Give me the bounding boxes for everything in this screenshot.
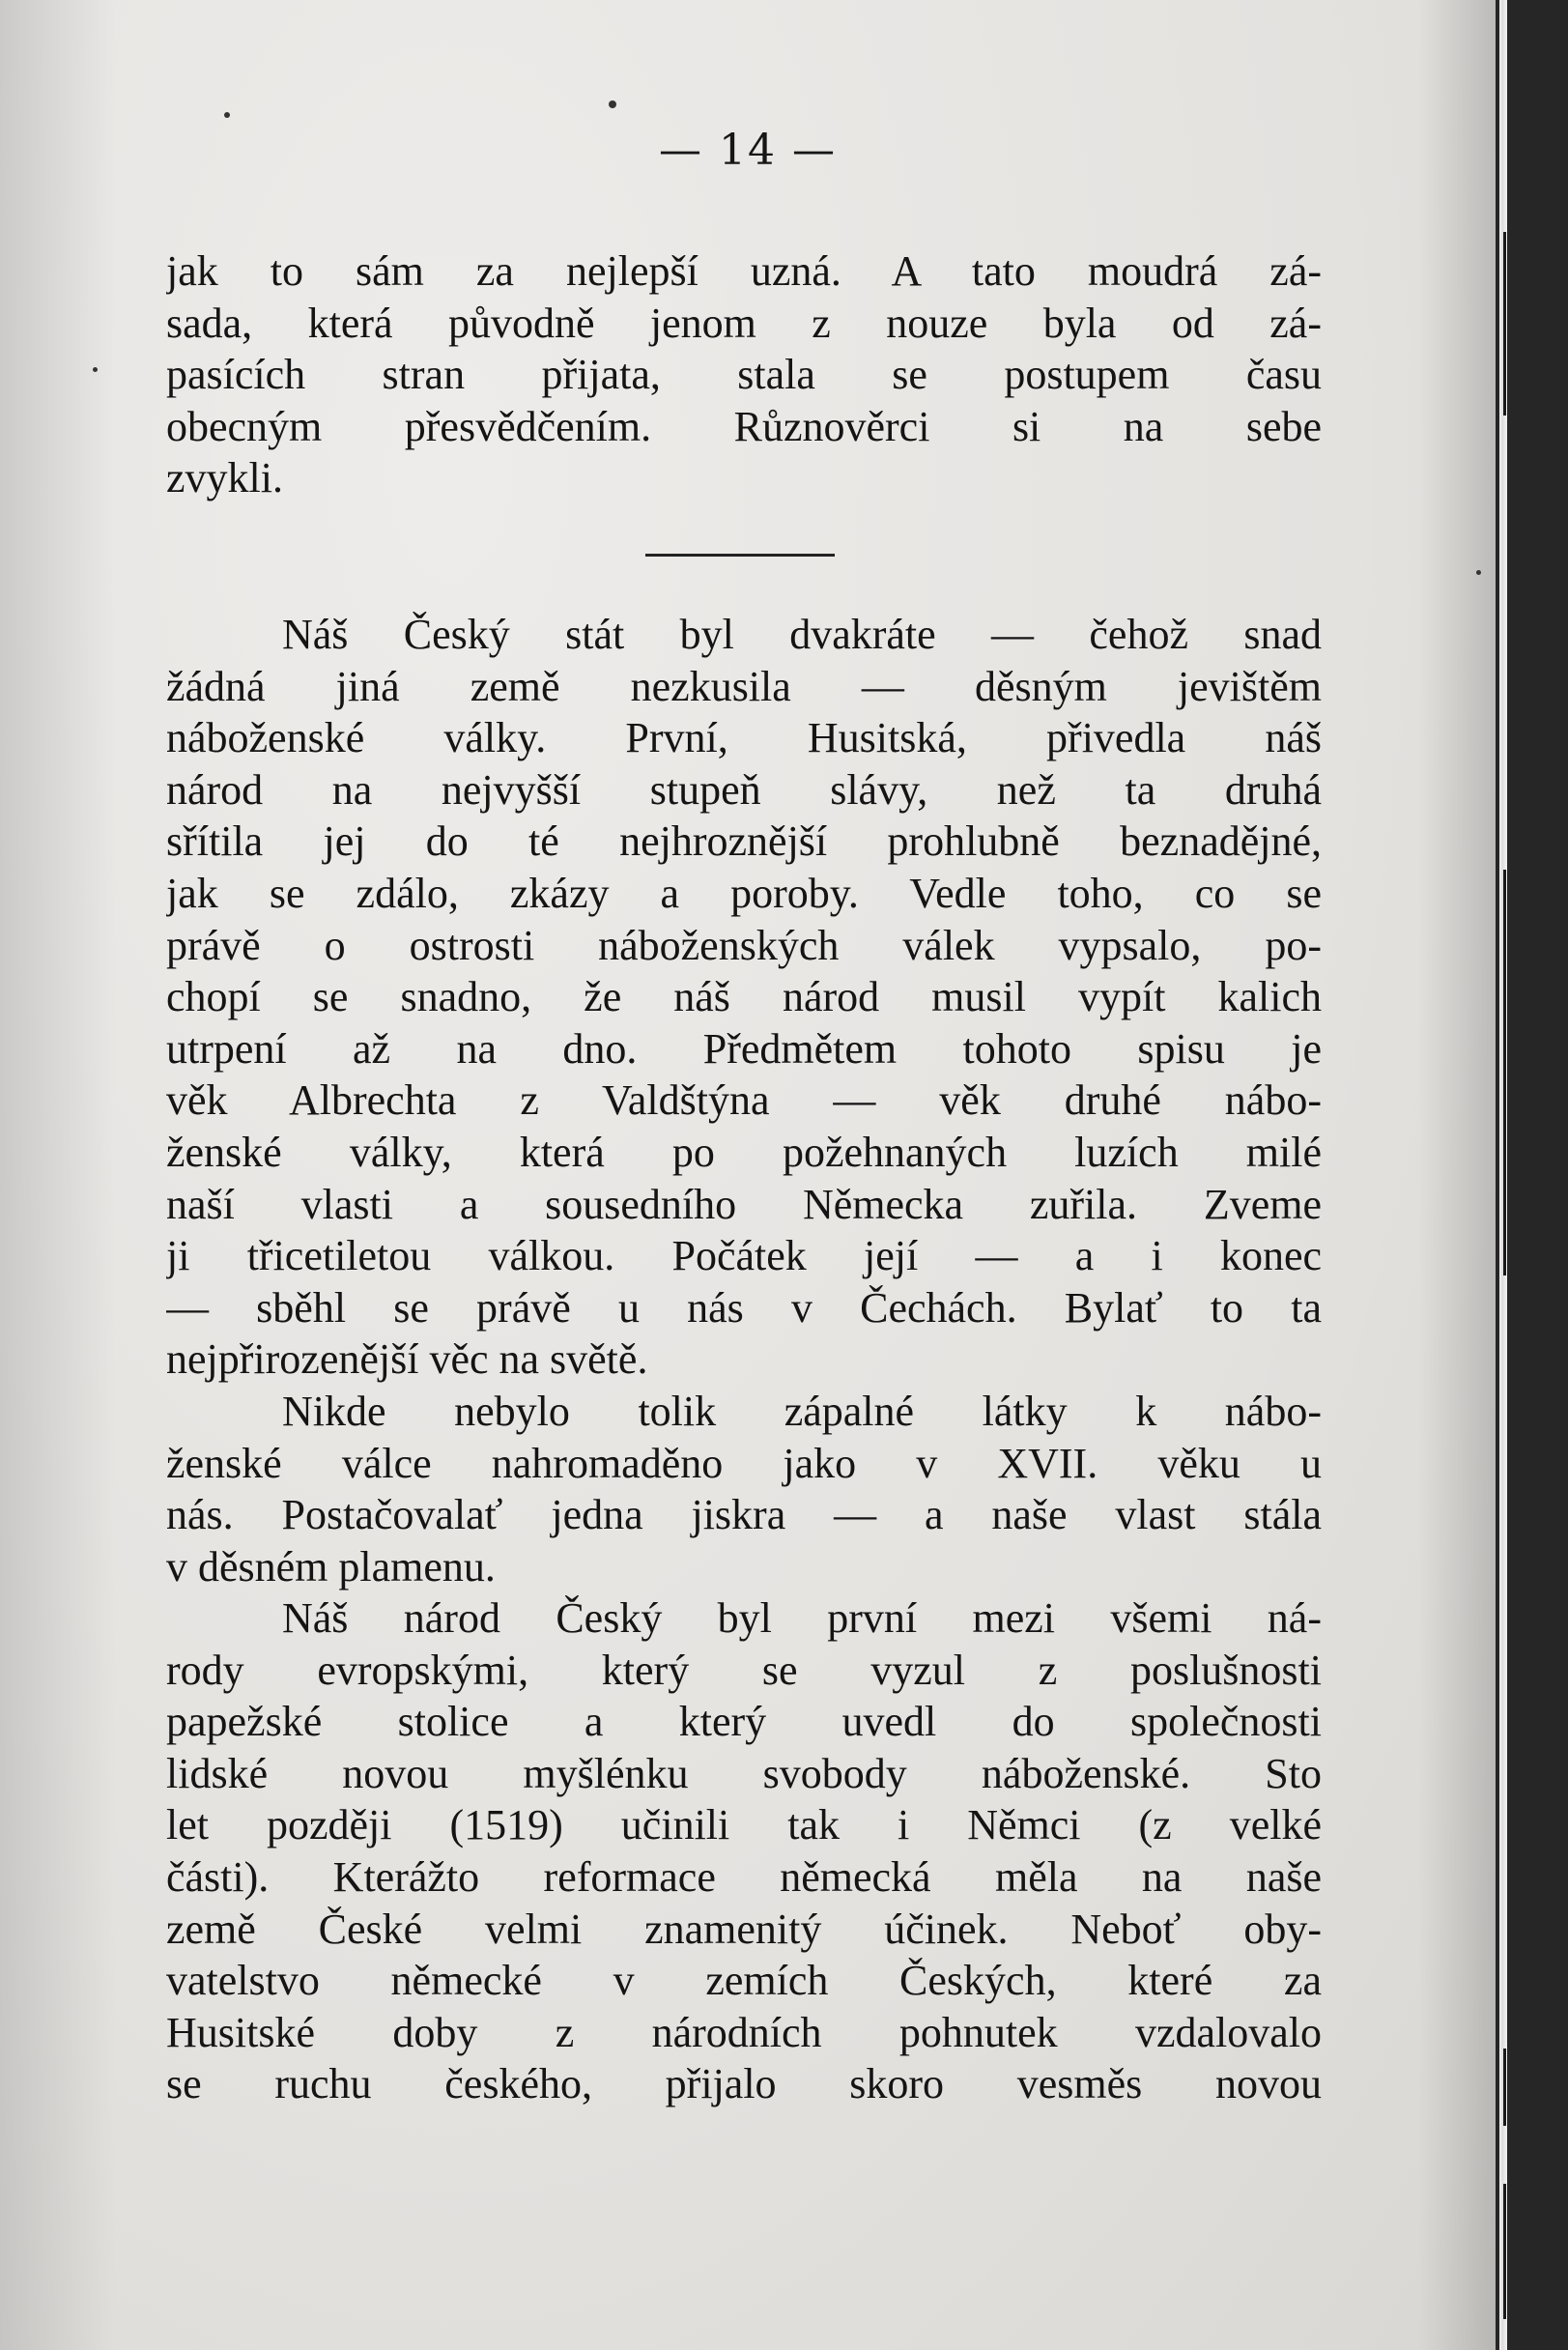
text-line: sřítila jej do té nejhroznější prohlubně beznadějné, [166,817,1322,866]
dust-speck [93,367,98,372]
page-shadow-right [1418,0,1496,2350]
text-line: sada, která původně jenom z nouze byla od zá- [166,299,1322,347]
text-line: jak se zdálo, zkázy a poroby. Vedle toho, co se [166,869,1322,917]
text-line: v děsném plamenu. [166,1542,496,1591]
text-line: naší vlasti a sousedního Německa zuřila. Zveme [166,1180,1322,1228]
text-line: — sběhl se právě u nás v Čechách. Bylať to ta [166,1283,1322,1332]
text-line: právě o ostrosti náboženských válek vypsalo, po- [166,921,1322,969]
text-line: ji třicetiletou válkou. Počátek její — a i konec [166,1232,1322,1280]
text-line: Náš národ Český byl první mezi všemi ná- [282,1594,1322,1642]
text-line: Husitské doby z národních pohnutek vzdalovalo [166,2008,1322,2056]
text-line: ženské válce nahromaděno jako v XVII. věku u [166,1439,1322,1487]
text-line: nás. Postačovalať jedna jiskra — a naše vlast stála [166,1491,1322,1539]
text-line: rody evropskými, který se vyzul z poslušnosti [166,1646,1322,1694]
text-line: žádná jiná země nezkusila — děsným jevištěm [166,662,1322,710]
text-line: nejpřirozenější věc na světě. [166,1335,648,1384]
dust-speck [1476,570,1481,575]
text-line: utrpení až na dno. Předmětem tohoto spisu je [166,1024,1322,1073]
dust-speck [224,112,230,118]
text-line: země České velmi znamenitý účinek. Neboť oby- [166,1905,1322,1953]
text-line: národ na nejvyšší stupeň slávy, než ta druhá [166,765,1322,814]
page-shadow-left [0,0,116,2350]
text-line: papežské stolice a který uvedl do společnosti [166,1698,1322,1746]
paragraph-4 [166,1592,1322,2110]
text-line: vatelstvo německé v zemích Českých, které za [166,1957,1322,2005]
text-line: pasících stran přijata, stala se postupem času [166,351,1322,399]
text-line: jak to sám za nejlepší uzná. A tato moudrá zá- [166,247,1322,295]
text-line: obecným přesvědčením. Různověrci si na sebe [166,402,1322,450]
text-line: chopí se snadno, že náš národ musil vypít kalich [166,973,1322,1021]
text-line: náboženské války. První, Husitská, přivedla náš [166,714,1322,762]
text-line: se ruchu českého, přijalo skoro vesměs novou [166,2060,1322,2108]
text-line: části). Kterážto reformace německá měla na naše [166,1852,1322,1901]
text-line: lidské novou myšlénku svobody náboženské. Sto [166,1749,1322,1797]
text-line: Náš Český stát byl dvakráte — čehož snad [282,611,1322,658]
page-number: — 14 — [659,126,837,175]
text-line: zvykli. [166,454,283,502]
paragraph-2 [166,609,1322,1386]
dust-speck [609,100,616,108]
edge-mark [1503,2184,1506,2319]
text-line: ženské války, která po požehnaných luzích milé [166,1128,1322,1176]
edge-mark [1503,870,1506,1275]
text-line: let později (1519) učinili tak i Němci (z velké [166,1801,1322,1849]
paragraph-1 [166,245,1322,504]
edge-mark [1503,2049,1506,2126]
section-divider [645,554,835,557]
edge-mark [1503,232,1506,416]
paragraph-3 [166,1386,1322,1592]
text-line: Nikde nebylo tolik zápalné látky k nábo- [282,1388,1322,1435]
text-line: věk Albrechta z Valdštýna — věk druhé nábo- [166,1076,1322,1125]
